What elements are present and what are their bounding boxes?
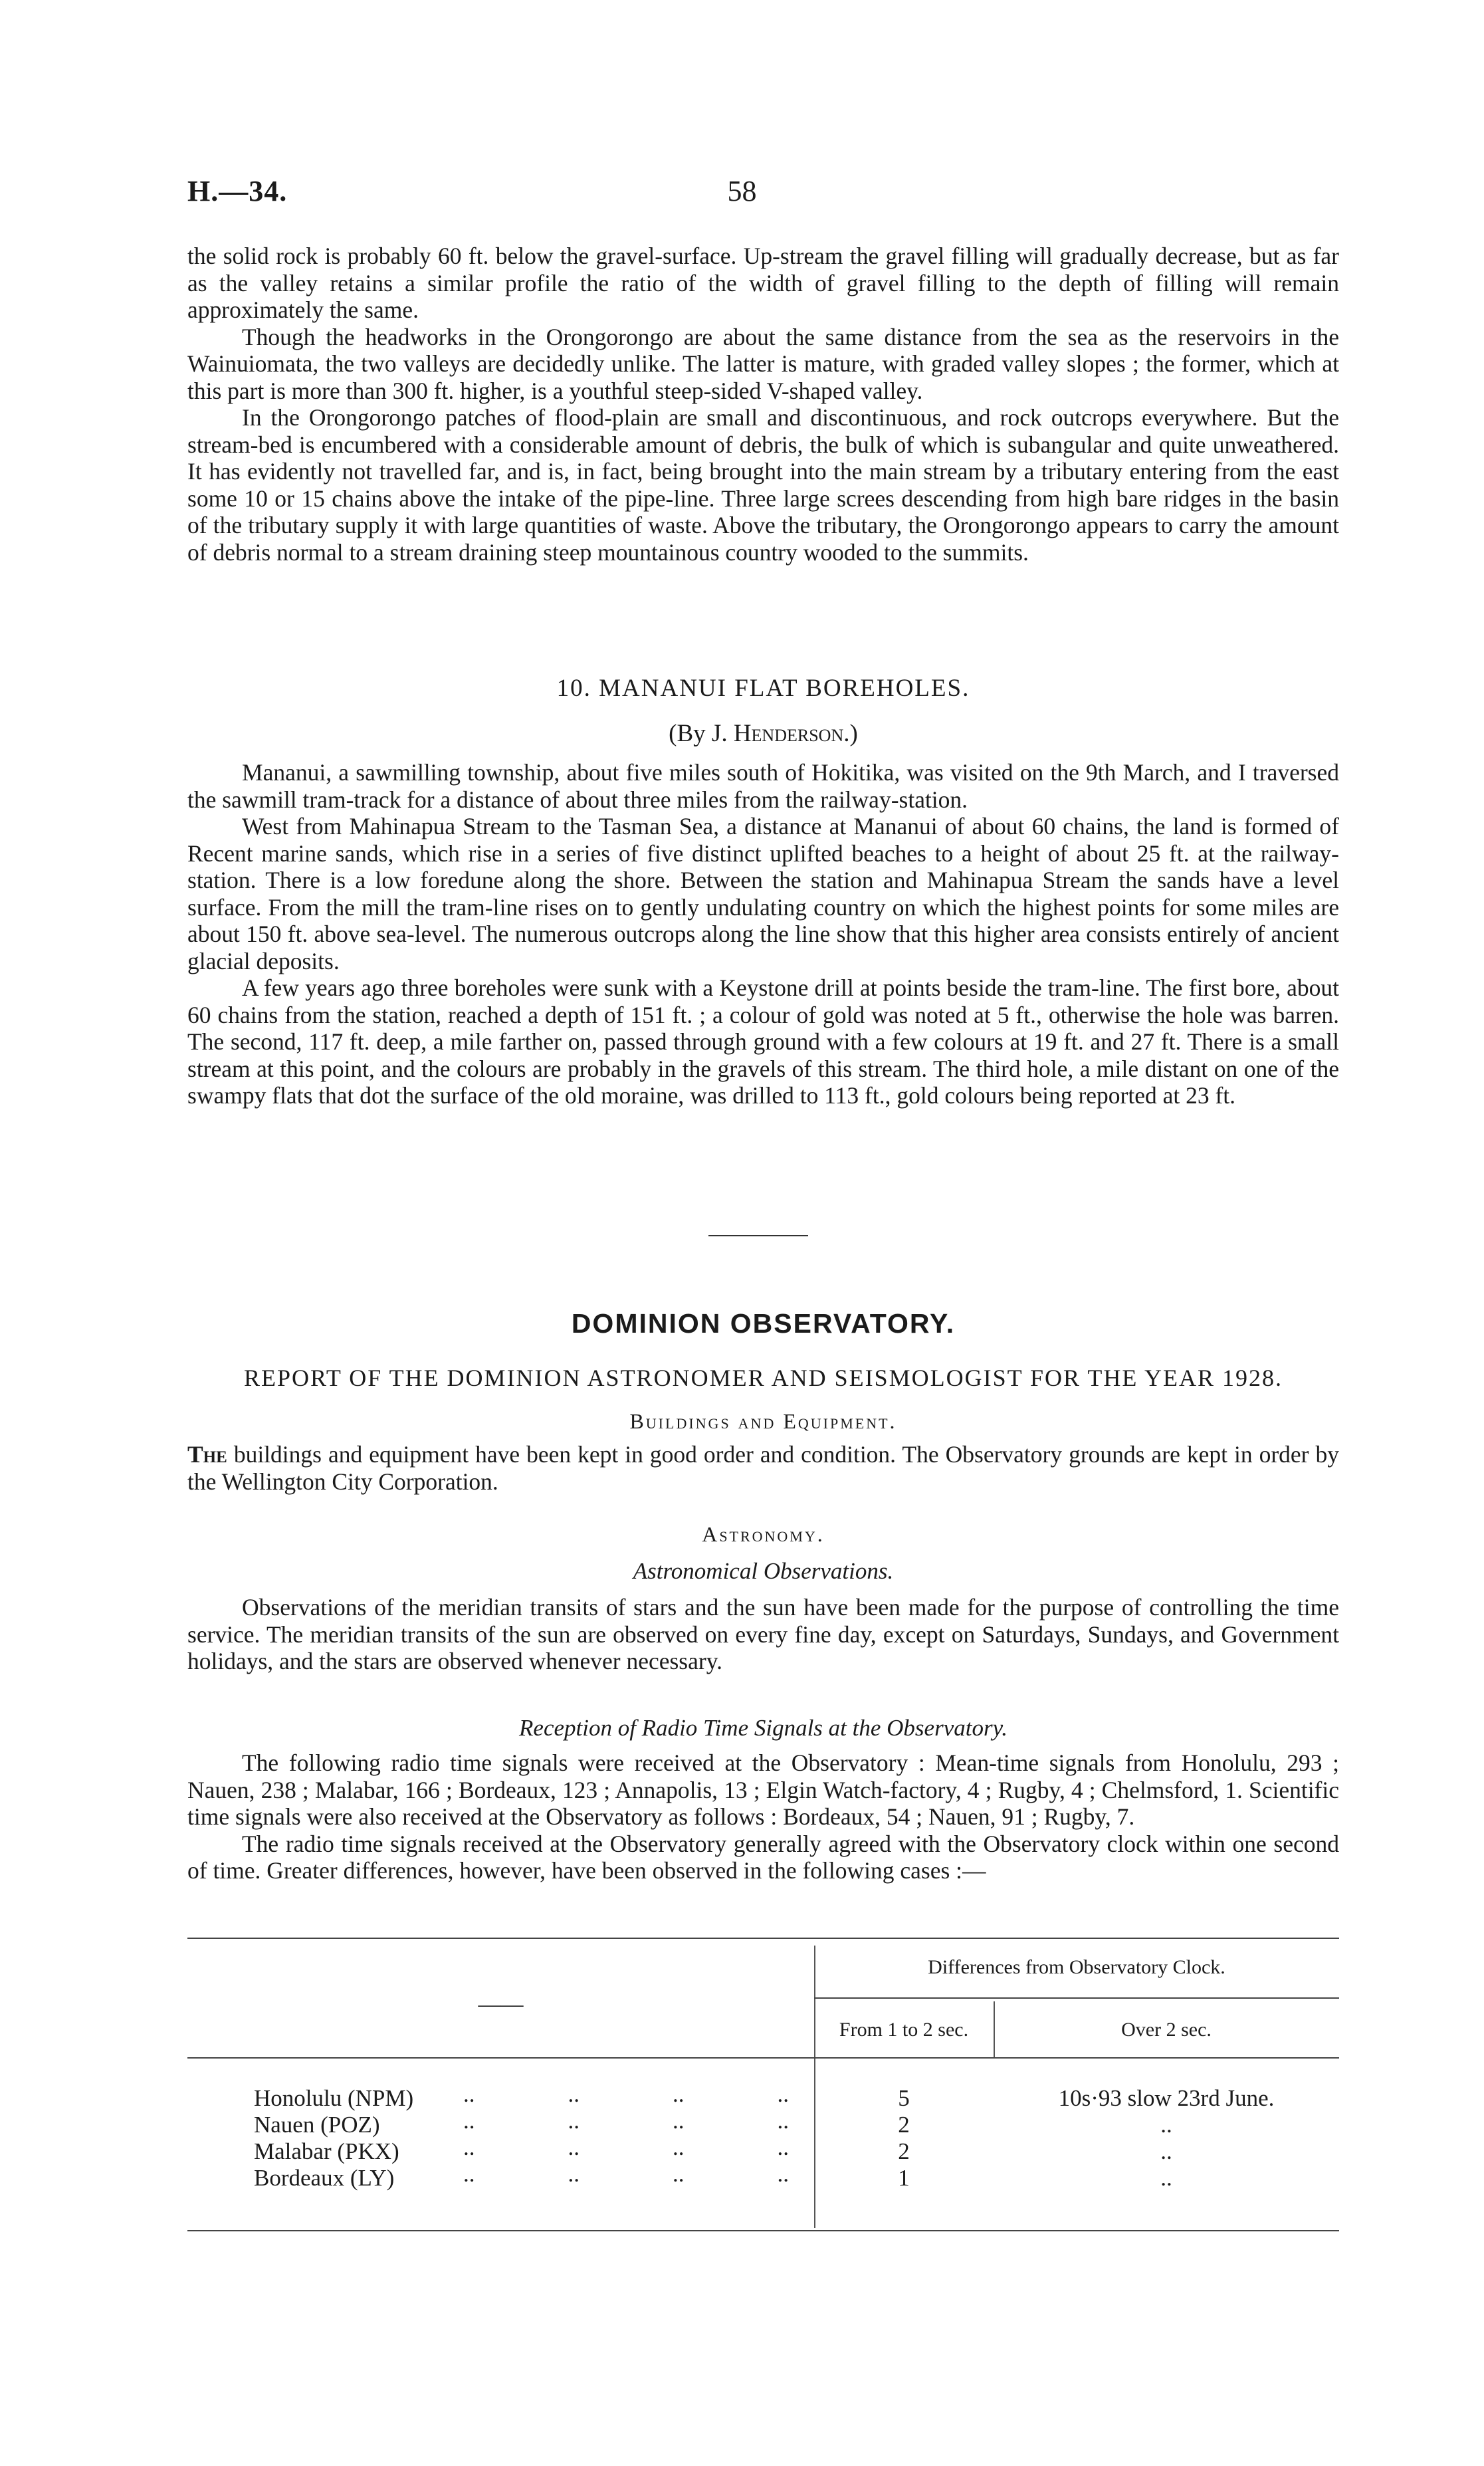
- page-header: [187, 174, 1297, 214]
- paragraph: The radio time signals received at the Observatory generally agreed with the Observatory clock within one second of time. Greater differences, however, have been observed in the following cases :—: [187, 1830, 1339, 1884]
- page-number: 58: [727, 175, 757, 207]
- value-over-2: ..: [1160, 2165, 1172, 2191]
- radio-section: [187, 1749, 1339, 1884]
- lead-word: The: [187, 1441, 227, 1468]
- paragraph: the solid rock is probably 60 ft. below the gravel-surface. Up-stream the gravel filling will gradually decrease, but as far as the valley retains a similar profile the ratio of the width of gravel filling to the depth of filling will remain approximately the same.: [187, 243, 1339, 323]
- paragraph: A few years ago three boreholes were sunk with a Keystone drill at points beside the tram-line. The first bore, about 60 chains from the station, reached a depth of 151 ft. ; a colour of gold was noted at 5 ft., otherwise the hole was barren. The second, 117 ft. deep, a mile farther on, passed through ground with a few colours at 19 ft. and 27 ft. There is a small stream at this point, and the colours are probably in the gravels of this stream. The third hole, a mile distant on one of the swampy flats that dot the surface of the old moraine, was drilled to 113 ft., gold colours being reported at 23 ft.: [187, 974, 1339, 1109]
- report-code: H.—34.: [187, 175, 288, 207]
- paragraph: Mananui, a sawmilling township, about five miles south of Hokitika, was visited on the 9th March, and I traversed the sawmill tram-track for a distance of about three miles from the railway-station.: [187, 759, 1339, 813]
- group-header-rule: [814, 1997, 1339, 1999]
- dot-leaders: .. .. .. ..: [463, 2134, 789, 2160]
- paragraph: In the Orongorongo patches of flood-plain are small and discontinuous, and rock outcrops everywhere. But the stream-bed is encumbered with a considerable amount of debris, the bulk of which is subangular and quite unweathered. It has evidently not travelled far, and is, in fact, being brought into the main stream by a tributary entering from the east some 10 or 15 chains above the intake of the pipe-line. Three large screes descending from high bare ridges in the basin of the tributary supply it with large quantities of waste. Above the tributary, the Orongorongo appears to carry the amount of debris normal to a stream draining steep mountainous country wooded to the summits.: [187, 404, 1339, 566]
- mananui-section: [187, 759, 1339, 1109]
- paragraph-text: buildings and equipment have been kept in good order and condition. The Observatory grounds are kept in order by the Wellington City Corporation.: [187, 1441, 1339, 1495]
- station-name: Malabar (PKX): [254, 2138, 399, 2164]
- observatory-title: DOMINION OBSERVATORY.: [571, 1308, 956, 1339]
- byline: [187, 719, 1339, 748]
- station-name: Honolulu (NPM): [254, 2085, 414, 2111]
- value-over-2: ..: [1160, 2138, 1172, 2164]
- table-top-rule: [187, 1938, 1339, 1939]
- value-from-1-to-2: 5: [898, 2085, 910, 2111]
- continued-section: [187, 243, 1339, 566]
- paragraph: Though the headworks in the Orongorongo are about the same distance from the sea as the reservoirs in the Wainuiomata, the two valleys are decidedly unlike. The latter is mature, with graded valley slopes ; the former, which at this part is more than 300 ft. higher, is a youthful steep-sided V-shaped valley.: [187, 323, 1339, 404]
- byline-close: .): [843, 720, 858, 747]
- station-name: Nauen (POZ): [254, 2112, 380, 2138]
- paragraph: Observations of the meridian transits of stars and the sun have been made for the purpose of controlling the time service. The meridian transits of the sun are observed on every fine day, except on Saturdays, Sundays, and Government holidays, and the stars are observed whenever necessary.: [187, 1594, 1339, 1674]
- stub-header: ——: [478, 1992, 524, 2017]
- time-differences-table: [187, 1938, 1339, 2237]
- dot-leaders: .. .. .. ..: [463, 2108, 789, 2134]
- section-title: 10. MANANUI FLAT BOREHOLES.: [556, 675, 970, 702]
- subheading-buildings: Buildings and Equipment.: [629, 1409, 897, 1433]
- section-divider: [708, 1235, 808, 1236]
- value-over-2: ..: [1160, 2112, 1172, 2138]
- column-header-from-1-to-2: From 1 to 2 sec.: [839, 2019, 969, 2041]
- table-row: [187, 2161, 1339, 2191]
- column-header-over-2: Over 2 sec.: [1121, 2019, 1212, 2041]
- table-bottom-rule: [187, 2230, 1339, 2231]
- author-name: Henderson: [733, 720, 844, 747]
- paragraph: The following radio time signals were received at the Observatory : Mean-time signals from Honolulu, 293 ; Nauen, 238 ; Malabar, 166 ; Bordeaux, 123 ; Annapolis, 13 ; Elgin Watch-factory, 4 ; Rugby, 4 ; Chelmsford, 1. Scientific time signals were also received at the Observatory as follows : Bordeaux, 54 ; Nauen, 91 ; Rugby, 7.: [187, 1749, 1339, 1830]
- station-name: Bordeaux (LY): [254, 2165, 395, 2191]
- header-bottom-rule: [187, 2057, 1339, 2059]
- subheading-astronomy: Astronomy.: [702, 1522, 825, 1546]
- astronomy-paragraph: [187, 1594, 1339, 1675]
- buildings-paragraph: [187, 1441, 1339, 1495]
- value-over-2: 10s·93 slow 23rd June.: [1058, 2085, 1275, 2111]
- paragraph: West from Mahinapua Stream to the Tasman Sea, a distance at Mananui of about 60 chains, the land is formed of Recent marine sands, which rise in a series of five distinct uplifted beaches to a height of about 25 ft. at the railway-station. There is a low foredune along the shore. Between the station and Mahinapua Stream the sands have a level surface. From the mill the tram-line rises on to gently undulating country on which the highest points for some miles are about 150 ft. above sea-level. The numerous outcrops along the line show that this higher area consists entirely of ancient glacial deposits.: [187, 813, 1339, 974]
- value-from-1-to-2: 2: [898, 2138, 910, 2164]
- byline-open: (By J.: [669, 720, 734, 747]
- dot-leaders: .. .. .. ..: [463, 2161, 789, 2187]
- value-from-1-to-2: 1: [898, 2165, 910, 2191]
- group-header: Differences from Observatory Clock.: [928, 1956, 1225, 1978]
- value-from-1-to-2: 2: [898, 2112, 910, 2138]
- subheading-radio-signals: Reception of Radio Time Signals at the Observatory.: [519, 1715, 1007, 1741]
- dot-leaders: .. .. .. ..: [463, 2081, 789, 2107]
- subheading-astronomical-observations: Astronomical Observations.: [633, 1558, 894, 1584]
- report-title: REPORT OF THE DOMINION ASTRONOMER AND SEISMOLOGIST FOR THE YEAR 1928.: [244, 1365, 1283, 1391]
